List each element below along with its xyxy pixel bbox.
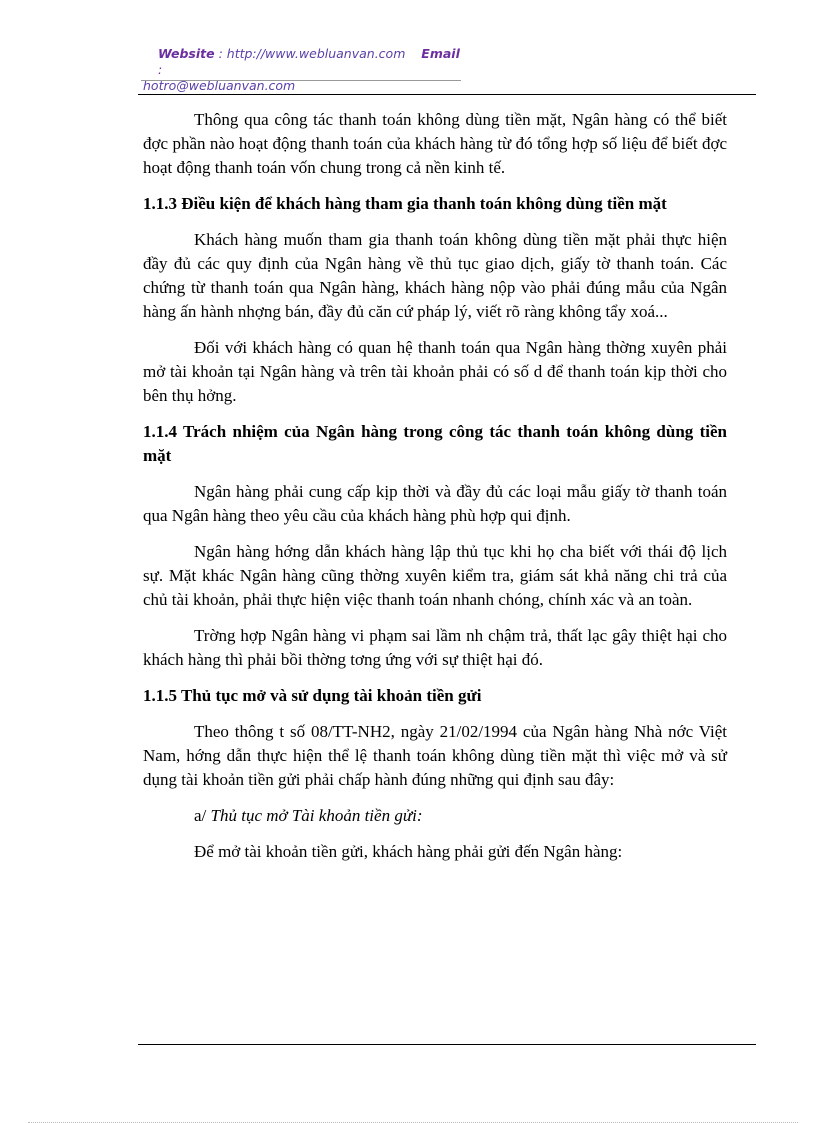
- website-link[interactable]: http://www.webluanvan.com: [226, 46, 406, 61]
- paragraph-intro: Thông qua công tác thanh toán không dùng tiền mặt, Ngân hàng có thể biết đợc phần nào hoạt động thanh toán của khách hàng từ đó tổng hợp số liệu để biết đợc hoạt động thanh toán vốn chung trong cả nền kinh tế.: [143, 110, 727, 177]
- subsection-a-title: Thủ tục mở Tài khoản tiền gửi:: [210, 806, 423, 825]
- subsection-a-prefix: a/: [194, 806, 211, 825]
- paragraph-regular-customers: Đối với khách hàng có quan hệ thanh toán qua Ngân hàng thờng xuyên phải mở tài khoản tại Ngân hàng và trên tài khoản phải có số d để thanh toán kịp thời cho bên thụ hởng.: [143, 338, 727, 405]
- email-label: Email: [421, 46, 460, 61]
- heading-1-1-4: 1.1.4 Trách nhiệm của Ngân hàng trong công tác thanh toán không dùng tiền mặt: [143, 422, 727, 465]
- email-link[interactable]: hotro@webluanvan.com: [143, 78, 296, 93]
- website-separator: :: [214, 46, 227, 61]
- website-label: Website: [158, 46, 215, 61]
- paragraph-circular: Theo thông t số 08/TT-NH2, ngày 21/02/1994 của Ngân hàng Nhà nớc Việt Nam, hớng dẫn thực hiện thể lệ thanh toán không dùng tiền mặt thì việc mở và sử dụng tài khoản tiền gửi phải chấp hành đúng những qui định sau đây:: [143, 722, 727, 789]
- header-underline: [141, 80, 461, 81]
- header-website-line: [143, 46, 461, 78]
- heading-1-1-3: 1.1.3 Điều kiện để khách hàng tham gia thanh toán không dùng tiền mặt: [143, 194, 667, 213]
- paragraph-open-account: Để mở tài khoản tiền gửi, khách hàng phải gửi đến Ngân hàng:: [194, 842, 623, 861]
- bottom-rule: [138, 1044, 756, 1045]
- paragraph-bank-liability: Trờng hợp Ngân hàng vi phạm sai lầm nh chậm trả, thất lạc gây thiệt hại cho khách hàng thì phải bồi thờng tơng ứng với sự thiệt hại đó.: [143, 626, 727, 669]
- document-body: [143, 108, 727, 864]
- email-separator: :: [158, 62, 163, 77]
- page-header: [143, 46, 461, 94]
- heading-1-1-5: 1.1.5 Thủ tục mở và sử dụng tài khoản tiền gửi: [143, 686, 482, 705]
- subsection-a: [143, 804, 727, 828]
- paragraph-customer-conditions: Khách hàng muốn tham gia thanh toán không dùng tiền mặt phải thực hiện đầy đủ các quy định của Ngân hàng về thủ tục giao dịch, giấy tờ thanh toán. Các chứng từ thanh toán qua Ngân hàng, khách hàng nộp vào phải đúng mẫu của Ngân hàng ấn hành nhợng bán, đầy đủ căn cứ pháp lý, viết rõ ràng không tẩy xoá...: [143, 230, 727, 321]
- top-rule: [138, 94, 756, 95]
- paragraph-bank-supply: Ngân hàng phải cung cấp kịp thời và đầy đủ các loại mẫu giấy tờ thanh toán qua Ngân hàng theo yêu cầu của khách hàng phù hợp qui định.: [143, 482, 727, 525]
- paragraph-bank-guidance: Ngân hàng hớng dẫn khách hàng lập thủ tục khi họ cha biết với thái độ lịch sự. Mặt khác Ngân hàng cũng thờng xuyên kiểm tra, giám sát khả năng chi trả của chủ tài khoản, phải thực hiện việc thanh toán nhanh chóng, chính xác và an toàn.: [143, 542, 727, 609]
